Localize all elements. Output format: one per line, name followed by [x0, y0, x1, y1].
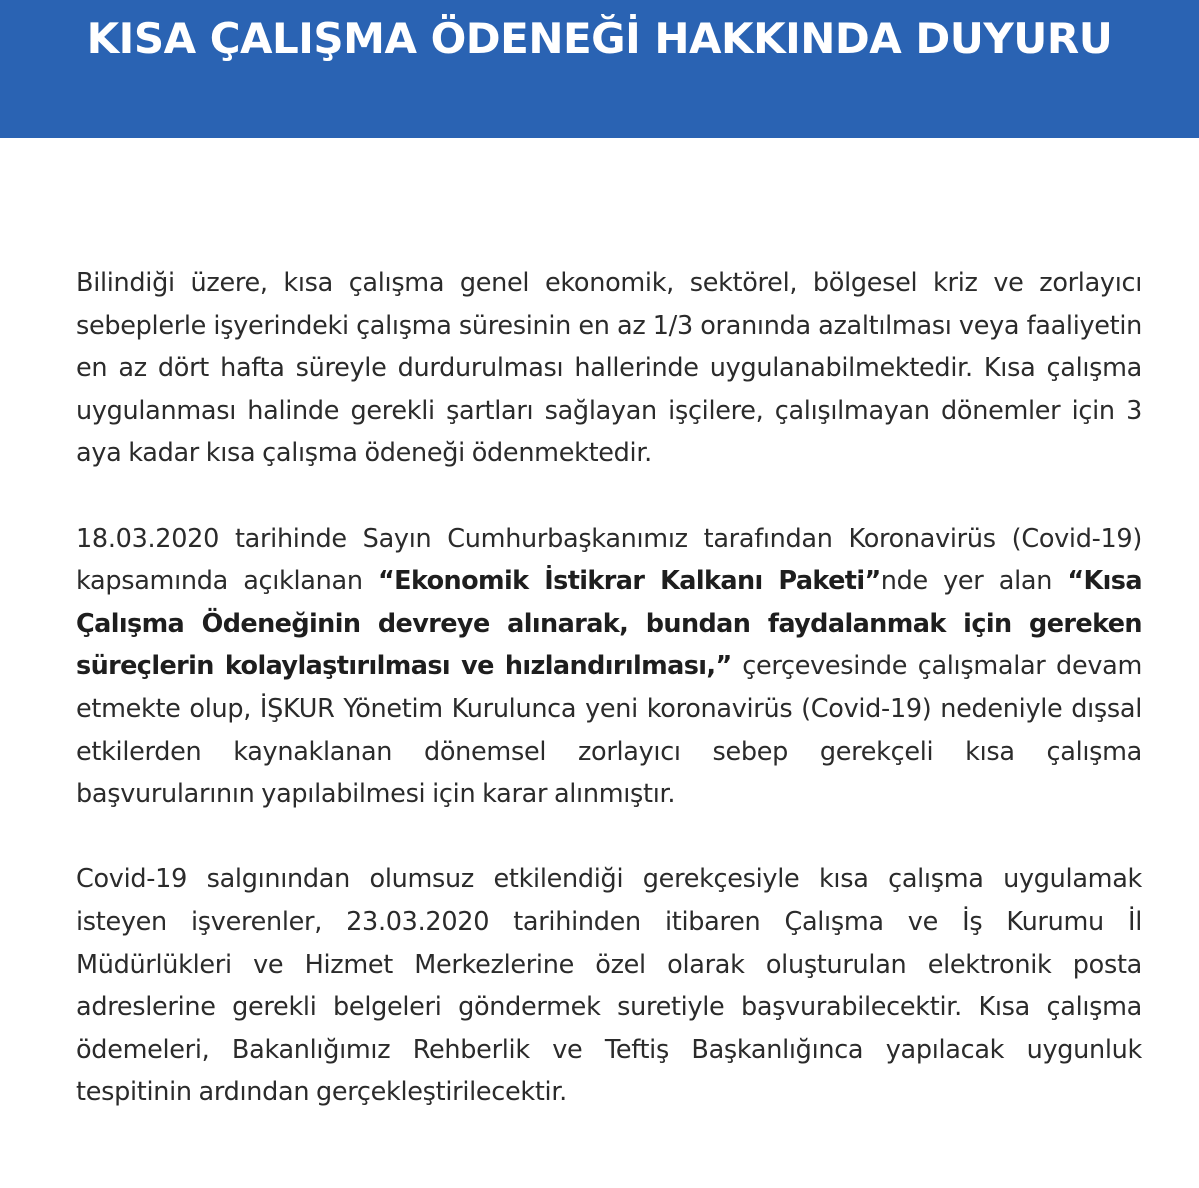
quote-bold: “Kısa Çalışma Ödeneğinin devreye alınarak, bundan faydalanmak için gereken süreçlerin kolaylaştırılması ve hızlandırılması,” — [76, 566, 1142, 682]
paragraph-2 — [76, 518, 1142, 816]
paragraph-2-text-2: nde yer alan — [880, 566, 1068, 597]
paragraph-2-text-3: çerçevesinde çalışmalar devam etmekte olup, İŞKUR Yönetim Kurulunca yeni koronavirüs (Covid-19) nedeniyle dışsal etkilerden kaynaklanan dönemsel zorlayıcı sebep gerekçeli kısa çalışma başvurularının yapılabilmesi için karar alınmıştır. — [76, 651, 1142, 810]
package-name-bold: “Ekonomik İstikrar Kalkanı Paketi” — [377, 566, 881, 597]
paragraph-2-text-1: 18.03.2020 tarihinde Sayın Cumhurbaşkanımız tarafından Koronavirüs (Covid-19) kapsamında açıklanan — [76, 523, 1142, 597]
paragraph-1: Bilindiği üzere, kısa çalışma genel ekonomik, sektörel, bölgesel kriz ve zorlayıcı sebeplerle işyerindeki çalışma süresinin en az 1/3 oranında azaltılması veya faaliyetin en az dört hafta süreyle durdurulması hallerinde uygulanabilmektedir. Kısa çalışma uygulanması halinde gerekli şartları sağlayan işçilere, çalışılmayan dönemler için 3 aya kadar kısa çalışma ödeneği ödenmektedir. — [76, 268, 1142, 469]
paragraph-3: Covid-19 salgınından olumsuz etkilendiği gerekçesiyle kısa çalışma uygulamak isteyen işverenler, 23.03.2020 tarihinden itibaren Çalışma ve İş Kurumu İl Müdürlükleri ve Hizmet Merkezlerine özel olarak oluşturulan elektronik posta adreslerine gerekli belgeleri göndermek suretiyle başvurabilecektir. Kısa çalışma ödemeleri, Bakanlığımız Rehberlik ve Teftiş Başkanlığınca yapılacak uygunluk tespitinin ardından gerçekleştirilecektir. — [76, 864, 1142, 1108]
announcement-title: KISA ÇALIŞMA ÖDENEĞİ HAKKINDA DUYURU — [86, 14, 1113, 63]
announcement-body — [76, 262, 1142, 1114]
